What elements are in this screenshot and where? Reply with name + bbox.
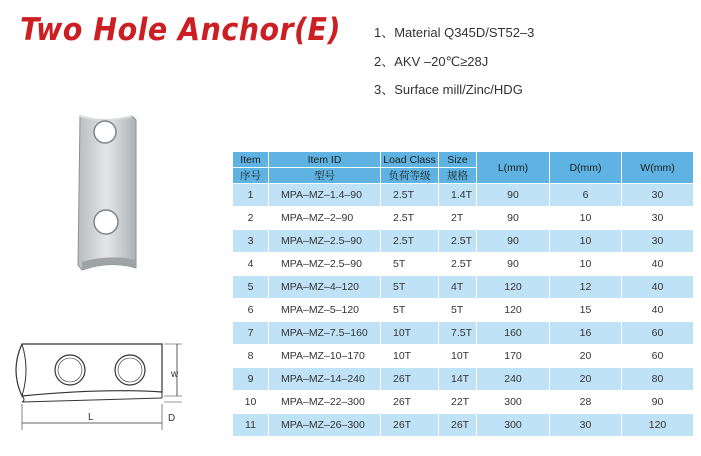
- cell-id: MPA–MZ–14–240: [269, 368, 381, 391]
- header-l: L(mm): [477, 152, 550, 184]
- cell-item: 5: [233, 276, 269, 299]
- spec-material: 1、Material Q345D/ST52–3: [374, 25, 535, 40]
- cell-d: 10: [550, 207, 622, 230]
- table-row: [233, 184, 694, 207]
- cell-w: 40: [622, 299, 694, 322]
- anchor-hole-bottom: [94, 210, 118, 234]
- drawing-hole-right: [115, 355, 145, 385]
- cell-id: MPA–MZ–10–170: [269, 345, 381, 368]
- cell-id: MPA–MZ–5–120: [269, 299, 381, 322]
- cell-item: 1: [233, 184, 269, 207]
- cell-d: 20: [550, 368, 622, 391]
- cell-d: 16: [550, 322, 622, 345]
- cell-w: 120: [622, 414, 694, 437]
- cell-load: 26T: [381, 414, 439, 437]
- cell-d: 30: [550, 414, 622, 437]
- cell-load: 10T: [381, 322, 439, 345]
- dimension-drawing: [12, 330, 197, 440]
- cell-w: 80: [622, 368, 694, 391]
- cell-load: 5T: [381, 276, 439, 299]
- header-load: Load Class: [381, 152, 439, 168]
- cell-size: 22T: [439, 391, 477, 414]
- table-row: [233, 414, 694, 437]
- cell-w: 30: [622, 207, 694, 230]
- table-row: [233, 276, 694, 299]
- drawing-w-label: w: [171, 369, 179, 380]
- table-row: [233, 207, 694, 230]
- spec-table: [232, 151, 694, 437]
- table-row: [233, 391, 694, 414]
- spec-akv: 2、AKV –20℃≥28J: [374, 54, 489, 69]
- page-title: Two Hole Anchor(E): [20, 12, 341, 48]
- header-size: Size: [439, 152, 477, 168]
- cell-id: MPA–MZ–7.5–160: [269, 322, 381, 345]
- cell-load: 5T: [381, 253, 439, 276]
- cell-size: 5T: [439, 299, 477, 322]
- table-row: [233, 230, 694, 253]
- cell-item: 7: [233, 322, 269, 345]
- cell-load: 26T: [381, 391, 439, 414]
- header-item-id: Item ID: [269, 152, 381, 168]
- header-size-cn: 规格: [439, 168, 477, 184]
- cell-item: 8: [233, 345, 269, 368]
- table-row: [233, 322, 694, 345]
- cell-l: 90: [477, 230, 550, 253]
- cell-l: 240: [477, 368, 550, 391]
- cell-w: 30: [622, 184, 694, 207]
- cell-id: MPA–MZ–4–120: [269, 276, 381, 299]
- cell-item: 4: [233, 253, 269, 276]
- cell-item: 9: [233, 368, 269, 391]
- table-row: [233, 345, 694, 368]
- cell-size: 4T: [439, 276, 477, 299]
- header-w: W(mm): [622, 152, 694, 184]
- cell-w: 60: [622, 322, 694, 345]
- cell-d: 20: [550, 345, 622, 368]
- cell-l: 90: [477, 184, 550, 207]
- drawing-l-label: L: [88, 412, 94, 423]
- drawing-bottom-face: [22, 398, 162, 402]
- cell-id: MPA–MZ–2.5–90: [269, 230, 381, 253]
- cell-id: MPA–MZ–2.5–90: [269, 253, 381, 276]
- cell-size: 2T: [439, 207, 477, 230]
- cell-size: 10T: [439, 345, 477, 368]
- header-item: Item: [233, 152, 269, 168]
- cell-l: 300: [477, 414, 550, 437]
- cell-item: 10: [233, 391, 269, 414]
- cell-size: 26T: [439, 414, 477, 437]
- cell-id: MPA–MZ–22–300: [269, 391, 381, 414]
- header-item-cn: 序号: [233, 168, 269, 184]
- cell-d: 15: [550, 299, 622, 322]
- cell-d: 10: [550, 253, 622, 276]
- table-row: [233, 299, 694, 322]
- spec-surface: 3、Surface mill/Zinc/HDG: [374, 82, 523, 97]
- cell-d: 10: [550, 230, 622, 253]
- cell-item: 2: [233, 207, 269, 230]
- cell-item: 11: [233, 414, 269, 437]
- cell-size: 1.4T: [439, 184, 477, 207]
- cell-l: 120: [477, 276, 550, 299]
- header-item-id-cn: 型号: [269, 168, 381, 184]
- header-load-cn: 负荷等级: [381, 168, 439, 184]
- cell-d: 6: [550, 184, 622, 207]
- cell-load: 2.5T: [381, 184, 439, 207]
- cell-id: MPA–MZ–2–90: [269, 207, 381, 230]
- header-d: D(mm): [550, 152, 622, 184]
- cell-size: 2.5T: [439, 253, 477, 276]
- cell-d: 28: [550, 391, 622, 414]
- cell-item: 3: [233, 230, 269, 253]
- cell-id: MPA–MZ–26–300: [269, 414, 381, 437]
- cell-load: 26T: [381, 368, 439, 391]
- anchor-hole-top: [94, 121, 116, 143]
- cell-l: 160: [477, 322, 550, 345]
- cell-l: 300: [477, 391, 550, 414]
- cell-l: 90: [477, 207, 550, 230]
- cell-size: 14T: [439, 368, 477, 391]
- cell-w: 60: [622, 345, 694, 368]
- drawing-hole-left: [55, 355, 85, 385]
- anchor-product-image: [70, 110, 150, 275]
- cell-d: 12: [550, 276, 622, 299]
- cell-load: 2.5T: [381, 230, 439, 253]
- cell-w: 40: [622, 276, 694, 299]
- table-row: [233, 253, 694, 276]
- cell-l: 170: [477, 345, 550, 368]
- cell-l: 120: [477, 299, 550, 322]
- cell-load: 5T: [381, 299, 439, 322]
- cell-size: 2.5T: [439, 230, 477, 253]
- cell-item: 6: [233, 299, 269, 322]
- cell-load: 2.5T: [381, 207, 439, 230]
- cell-load: 10T: [381, 345, 439, 368]
- cell-l: 90: [477, 253, 550, 276]
- cell-w: 90: [622, 391, 694, 414]
- cell-w: 40: [622, 253, 694, 276]
- cell-size: 7.5T: [439, 322, 477, 345]
- table-row: [233, 368, 694, 391]
- drawing-d-label: D: [168, 413, 176, 424]
- cell-w: 30: [622, 230, 694, 253]
- cell-id: MPA–MZ–1.4–90: [269, 184, 381, 207]
